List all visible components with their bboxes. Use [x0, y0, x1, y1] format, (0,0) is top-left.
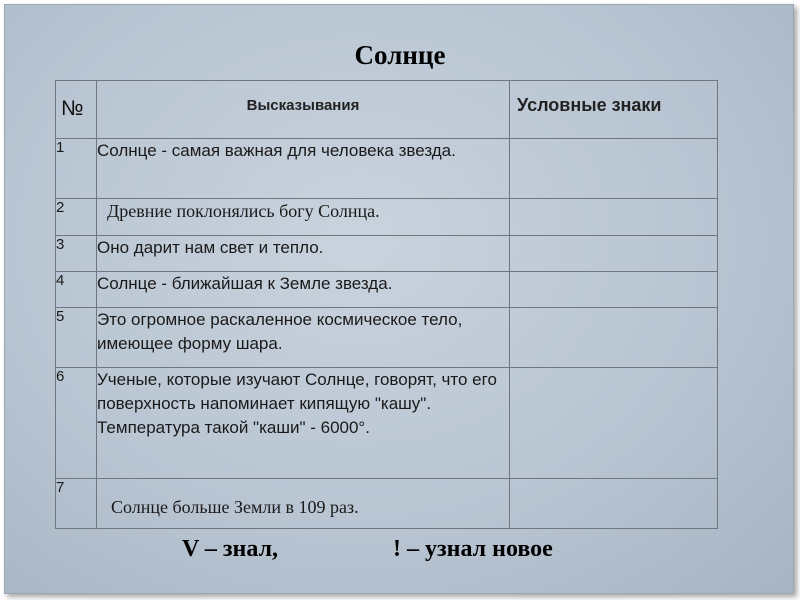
symbol-cell[interactable] — [510, 479, 718, 529]
symbol-cell[interactable] — [510, 308, 718, 368]
table-row — [56, 368, 718, 479]
header-symbols: Условные знаки — [510, 81, 718, 139]
legend-knew: V – знал, — [182, 536, 279, 562]
symbol-cell[interactable] — [510, 199, 718, 236]
table-row — [56, 272, 718, 308]
row-number: 7 — [56, 479, 97, 529]
row-number: 3 — [56, 236, 97, 272]
statement-text: Это огромное раскаленное космическое тело, имеющее форму шара. — [97, 308, 510, 368]
table-header-row — [56, 81, 718, 139]
table-row — [56, 308, 718, 368]
row-number: 6 — [56, 368, 97, 479]
row-number: 5 — [56, 308, 97, 368]
row-number: 4 — [56, 272, 97, 308]
symbol-cell[interactable] — [510, 139, 718, 199]
table-row — [56, 139, 718, 199]
statement-text: Ученые, которые изучают Солнце, говорят, что его поверхность напоминает кипящую "кашу". Температура такой "каши" - 6000°. — [97, 368, 510, 479]
table-row — [56, 199, 718, 236]
statement-text: Древние поклонялись богу Солнца. — [97, 199, 510, 236]
symbol-cell[interactable] — [510, 272, 718, 308]
legend-learned: ! – узнал новое — [393, 536, 553, 562]
header-number: № — [56, 81, 97, 139]
row-number: 2 — [56, 199, 97, 236]
header-statements: Высказывания — [97, 81, 510, 139]
row-number: 1 — [56, 139, 97, 199]
statement-text: Солнце - ближайшая к Земле звезда. — [97, 272, 510, 308]
statement-text: Оно дарит нам свет и тепло. — [97, 236, 510, 272]
statement-text: Солнце - самая важная для человека звезда. — [97, 139, 510, 199]
statements-table — [55, 80, 718, 529]
page-title: Солнце — [354, 40, 446, 70]
symbol-cell[interactable] — [510, 236, 718, 272]
statement-text: Солнце больше Земли в 109 раз. — [97, 479, 510, 529]
table-row — [56, 479, 718, 529]
table-row — [56, 236, 718, 272]
symbol-cell[interactable] — [510, 368, 718, 479]
